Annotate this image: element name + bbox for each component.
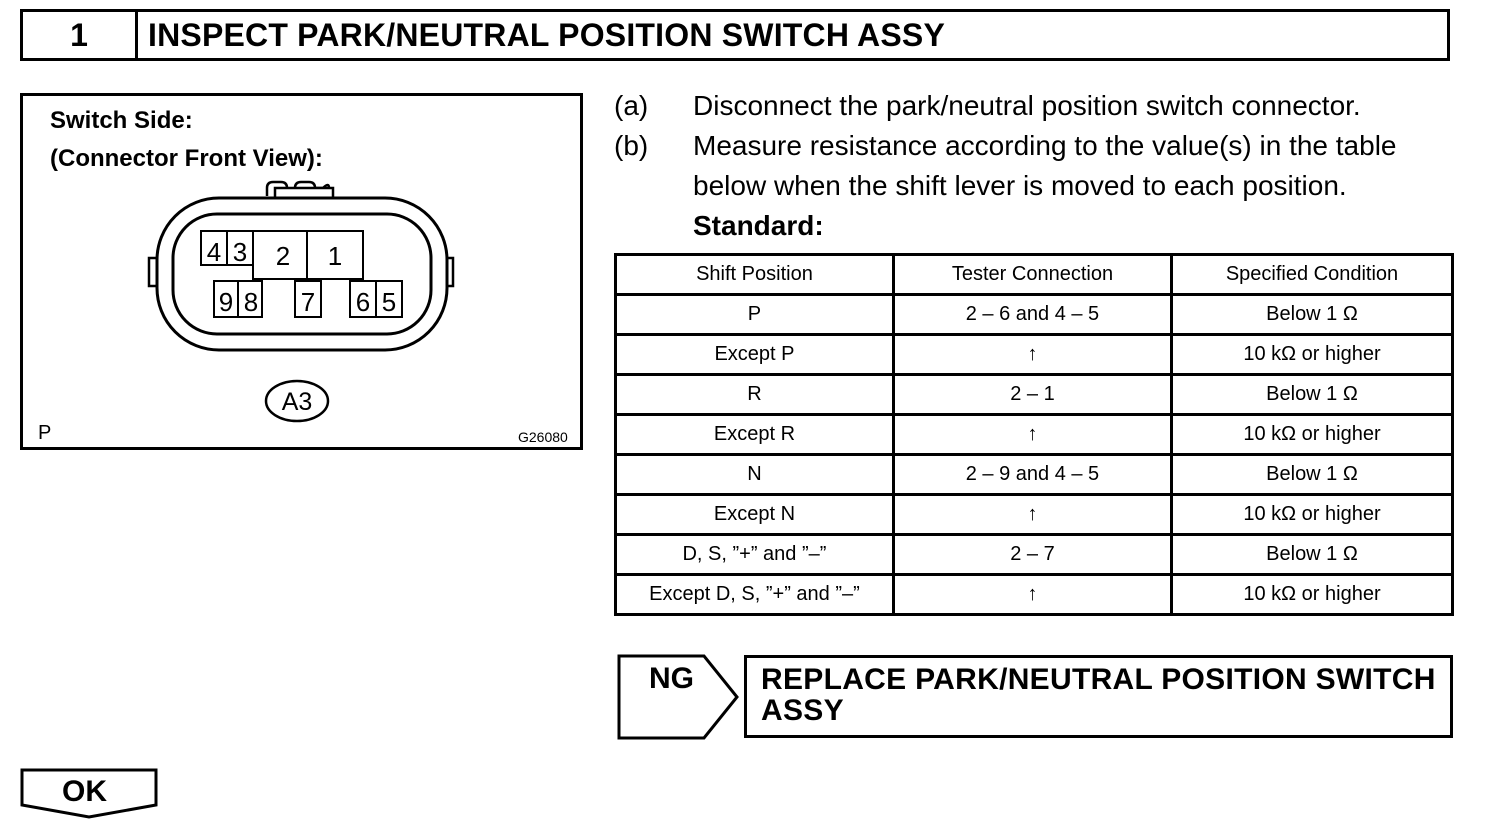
figure-id: G26080: [518, 429, 568, 445]
instruction-b-letter: (b): [614, 130, 649, 161]
table-row: [616, 575, 1453, 615]
pin-label: 2: [275, 241, 291, 271]
table-row: [616, 495, 1453, 535]
table-row: [616, 335, 1453, 375]
cell-shift-position: R: [616, 375, 894, 415]
cell-specified-condition: 10 kΩ or higher: [1172, 495, 1453, 535]
cell-specified-condition: 10 kΩ or higher: [1172, 335, 1453, 375]
ng-action-line1: REPLACE PARK/NEUTRAL POSITION SWITCH: [761, 663, 1436, 696]
pin-label: 8: [243, 287, 259, 317]
cell-shift-position: D, S, ”+” and ”–”: [616, 535, 894, 575]
header-tester-connection: Tester Connection: [893, 255, 1171, 295]
cell-tester-connection: 2 – 6 and 4 – 5: [893, 295, 1171, 335]
cell-shift-position: P: [616, 295, 894, 335]
instruction-a-letter: (a): [614, 90, 649, 121]
pin-label: 5: [381, 287, 397, 317]
pin-label: 9: [218, 287, 234, 317]
cell-specified-condition: 10 kΩ or higher: [1172, 415, 1453, 455]
cell-shift-position: Except P: [616, 335, 894, 375]
cell-tester-connection: ↑: [893, 575, 1171, 615]
table-row: [616, 375, 1453, 415]
instruction-b-text-line1: Measure resistance according to the value(s) in the table: [693, 130, 1397, 161]
cell-shift-position: N: [616, 455, 894, 495]
step-title: INSPECT PARK/NEUTRAL POSITION SWITCH ASSY: [148, 16, 945, 53]
table-row: [616, 455, 1453, 495]
cell-tester-connection: ↑: [893, 335, 1171, 375]
pin-label: 3: [232, 237, 248, 267]
ok-label: OK: [62, 775, 107, 808]
cell-tester-connection: ↑: [893, 415, 1171, 455]
ng-action-text: [761, 664, 1436, 726]
cell-tester-connection: 2 – 1: [893, 375, 1171, 415]
table-row: [616, 415, 1453, 455]
cell-specified-condition: Below 1 Ω: [1172, 535, 1453, 575]
cell-shift-position: Except R: [616, 415, 894, 455]
cell-tester-connection: 2 – 7: [893, 535, 1171, 575]
cell-specified-condition: Below 1 Ω: [1172, 455, 1453, 495]
pin-label: 1: [327, 241, 343, 271]
connector-drawing: [23, 96, 580, 447]
diagram-title-line1: Switch Side:: [50, 107, 193, 134]
instruction-b-text-line2: below when the shift lever is moved to each position.: [693, 170, 1347, 201]
ng-action-box: [744, 655, 1453, 738]
header-specified-condition: Specified Condition: [1172, 255, 1453, 295]
cell-specified-condition: Below 1 Ω: [1172, 295, 1453, 335]
table-row: [616, 295, 1453, 335]
corner-label: P: [38, 422, 52, 444]
step-header: [20, 9, 1450, 61]
pin-label: 4: [206, 237, 222, 267]
cell-shift-position: Except N: [616, 495, 894, 535]
cell-specified-condition: 10 kΩ or higher: [1172, 575, 1453, 615]
ng-label: NG: [649, 662, 694, 695]
instruction-a-text: Disconnect the park/neutral position switch connector.: [693, 90, 1361, 121]
table-row: [616, 535, 1453, 575]
standard-label: Standard:: [693, 210, 824, 241]
spec-table: [614, 253, 1454, 616]
cell-tester-connection: ↑: [893, 495, 1171, 535]
cell-shift-position: Except D, S, ”+” and ”–”: [616, 575, 894, 615]
ng-action-line2: ASSY: [761, 694, 844, 727]
connector-code: A3: [281, 388, 313, 416]
pin-label: 7: [300, 287, 316, 317]
header-shift-position: Shift Position: [616, 255, 894, 295]
connector-diagram: [20, 93, 583, 450]
cell-tester-connection: 2 – 9 and 4 – 5: [893, 455, 1171, 495]
cell-specified-condition: Below 1 Ω: [1172, 375, 1453, 415]
table-header-row: [616, 255, 1453, 295]
pin-label: 6: [355, 287, 371, 317]
diagram-title-line2: (Connector Front View):: [50, 145, 323, 172]
step-number: 1: [23, 12, 138, 58]
